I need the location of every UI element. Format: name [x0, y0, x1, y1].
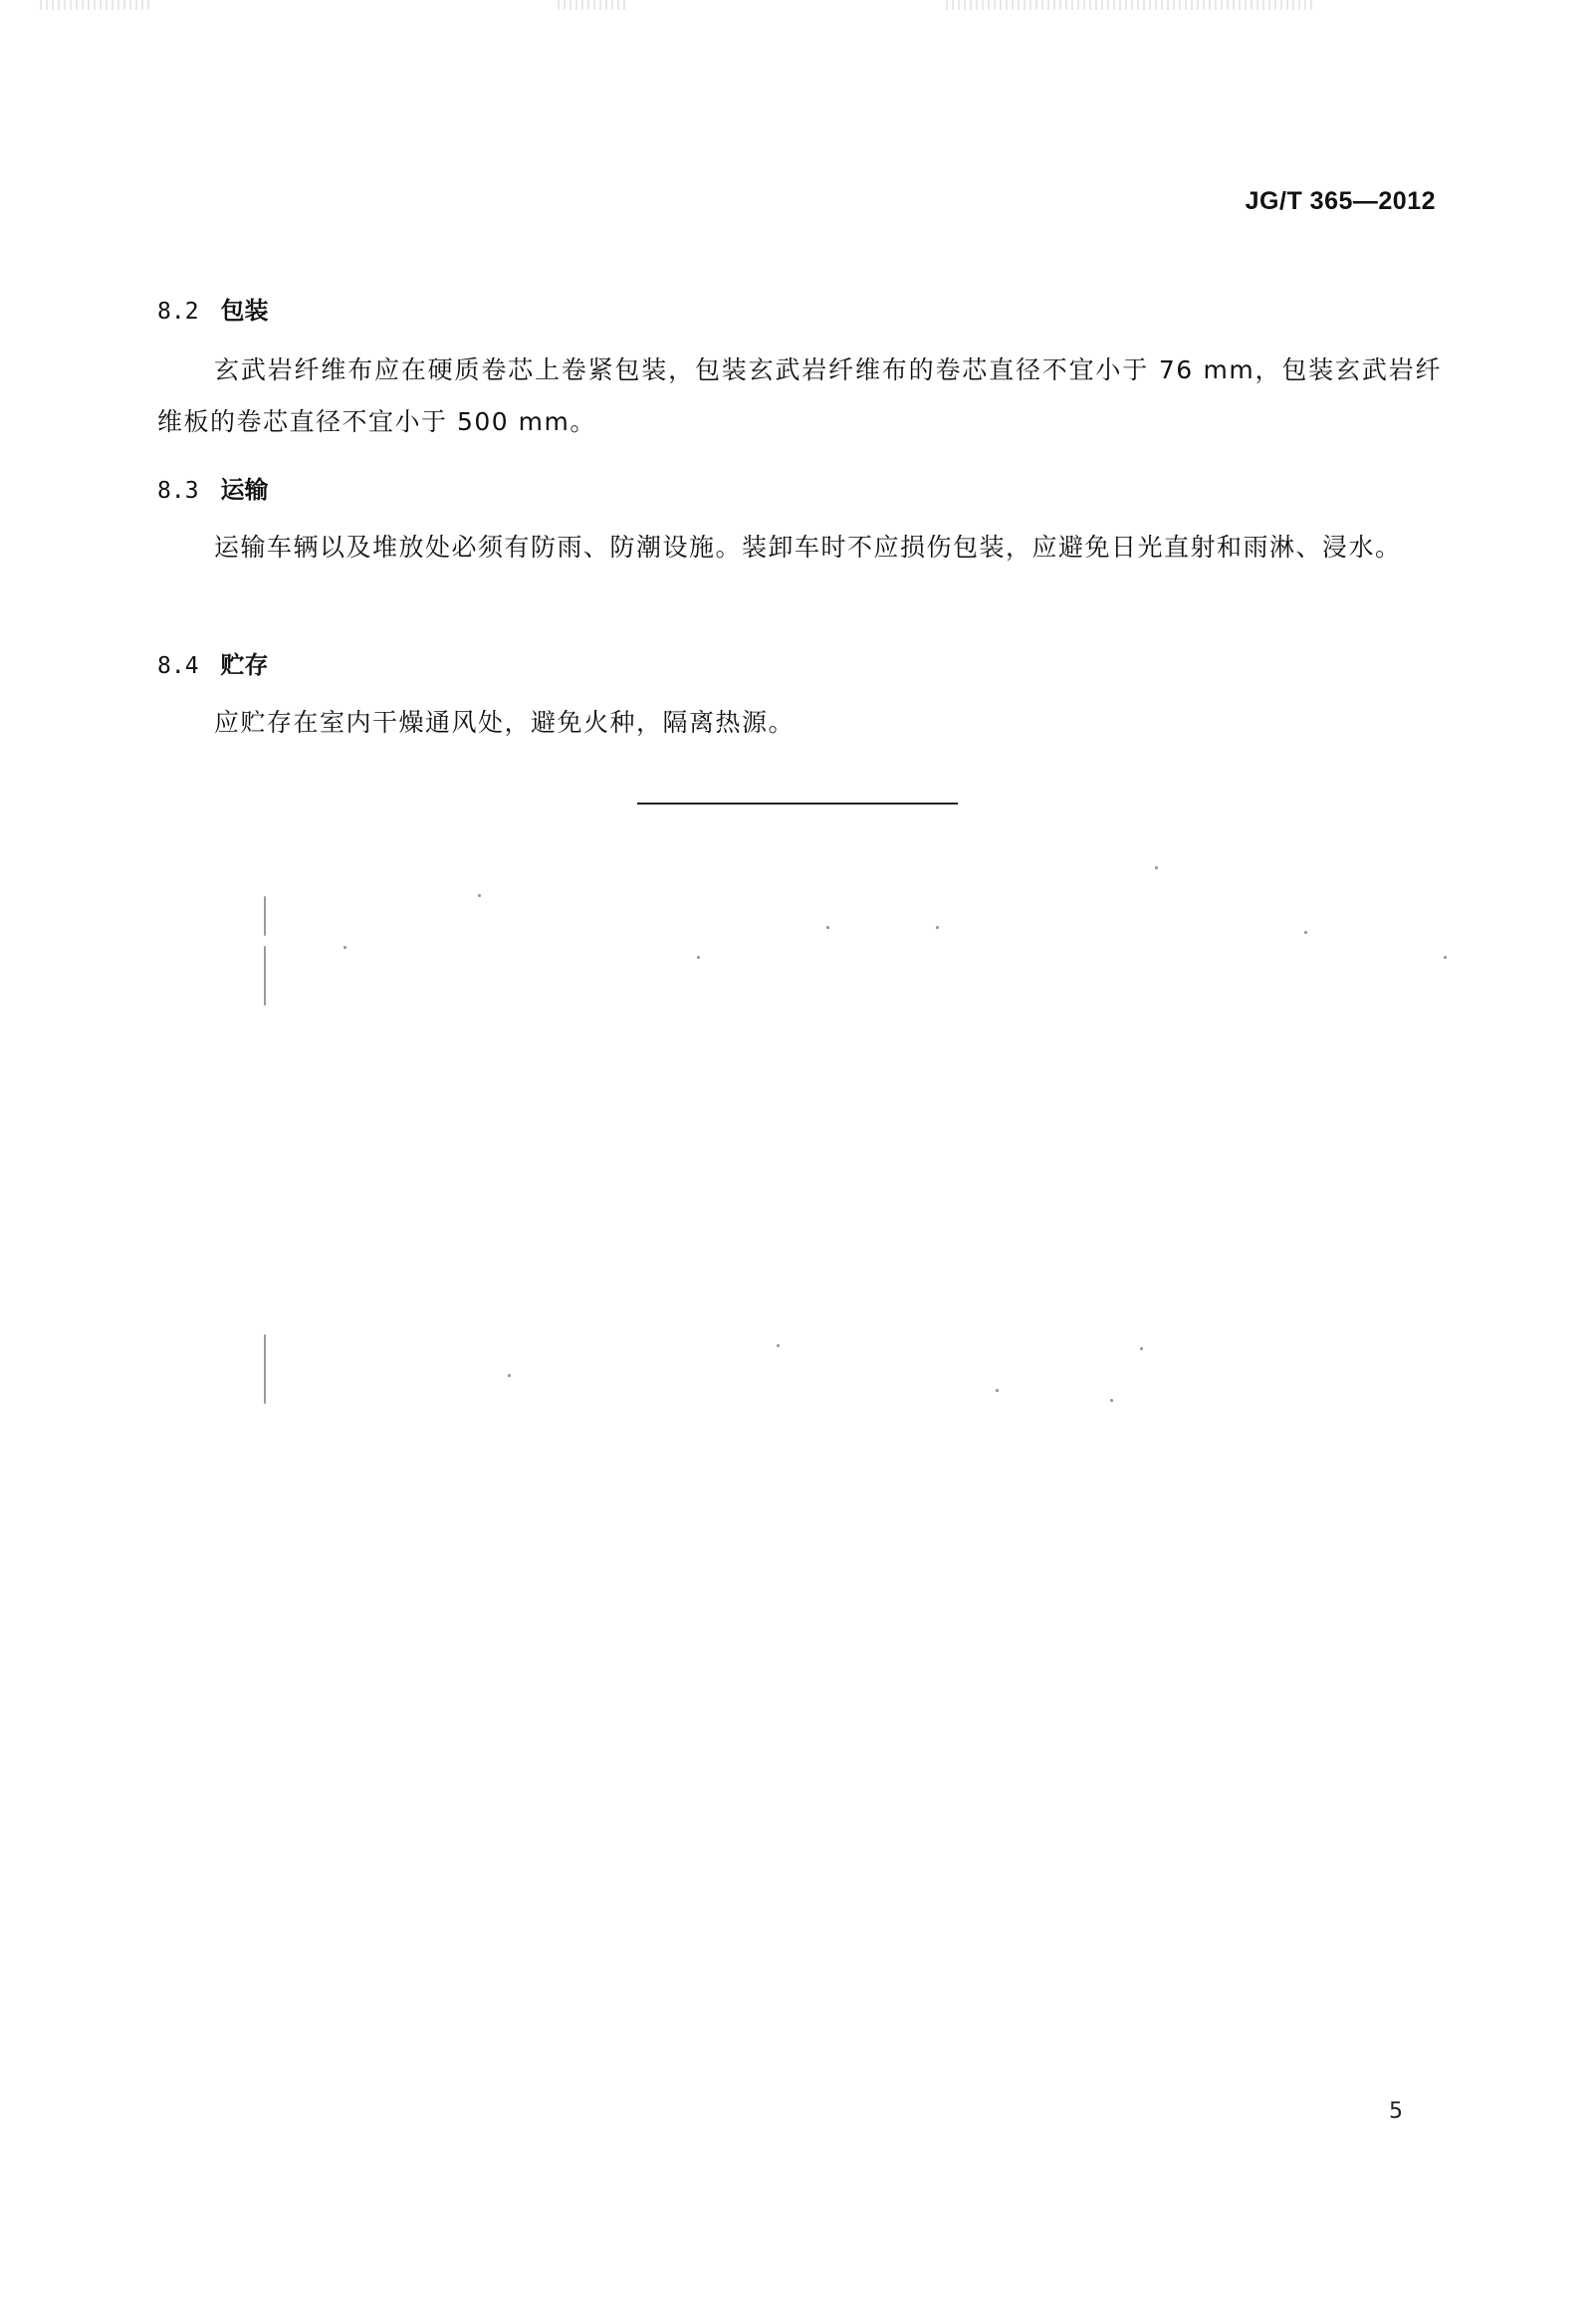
section-number: 8.3: [157, 478, 199, 504]
page-number: 5: [1389, 2099, 1403, 2124]
scan-noise-top: [946, 0, 1314, 10]
section-body-8-4: 应贮存在室内干燥通风处，避免火种，隔离热源。: [214, 708, 796, 737]
scan-speck: [264, 896, 266, 936]
section-title: 运输: [220, 476, 269, 504]
scan-speck: [936, 926, 939, 929]
section-heading-8-3: [157, 470, 269, 505]
scan-speck: [1155, 866, 1158, 869]
scan-speck: [777, 1344, 780, 1347]
section-number: 8.2: [157, 299, 199, 325]
section-heading-8-2: [157, 291, 269, 326]
standard-code-header: JG/T 365—2012: [1245, 187, 1436, 215]
scan-speck: [826, 926, 829, 929]
section-title: 包装: [220, 297, 269, 325]
section-body-8-2: 玄武岩纤维布应在硬质卷芯上卷紧包装，包装玄武岩纤维布的卷芯直径不宜小于 76 mm，包装玄武岩纤维板的卷芯直径不宜小于 500 mm。: [157, 355, 1442, 436]
scan-speck: [264, 946, 266, 1006]
scan-speck: [1444, 956, 1447, 959]
scan-speck: [1140, 1347, 1143, 1350]
scan-speck: [508, 1374, 511, 1377]
section-number: 8.4: [157, 653, 199, 679]
scan-speck: [264, 1334, 266, 1404]
scan-speck: [478, 894, 481, 897]
section-title: 贮存: [220, 651, 269, 679]
scan-speck: [1110, 1399, 1113, 1402]
scan-noise-top: [40, 0, 149, 10]
end-divider-line: [637, 803, 958, 805]
scan-speck: [1304, 931, 1307, 934]
scan-speck: [343, 946, 346, 949]
section-heading-8-4: [157, 645, 269, 680]
section-body-8-3: 运输车辆以及堆放处必须有防雨、防潮设施。装卸车时不应损伤包装，应避免日光直射和雨淋、浸水。: [214, 533, 1402, 562]
scan-speck: [996, 1389, 999, 1392]
scan-speck: [697, 956, 700, 959]
scan-noise-top: [558, 0, 627, 10]
